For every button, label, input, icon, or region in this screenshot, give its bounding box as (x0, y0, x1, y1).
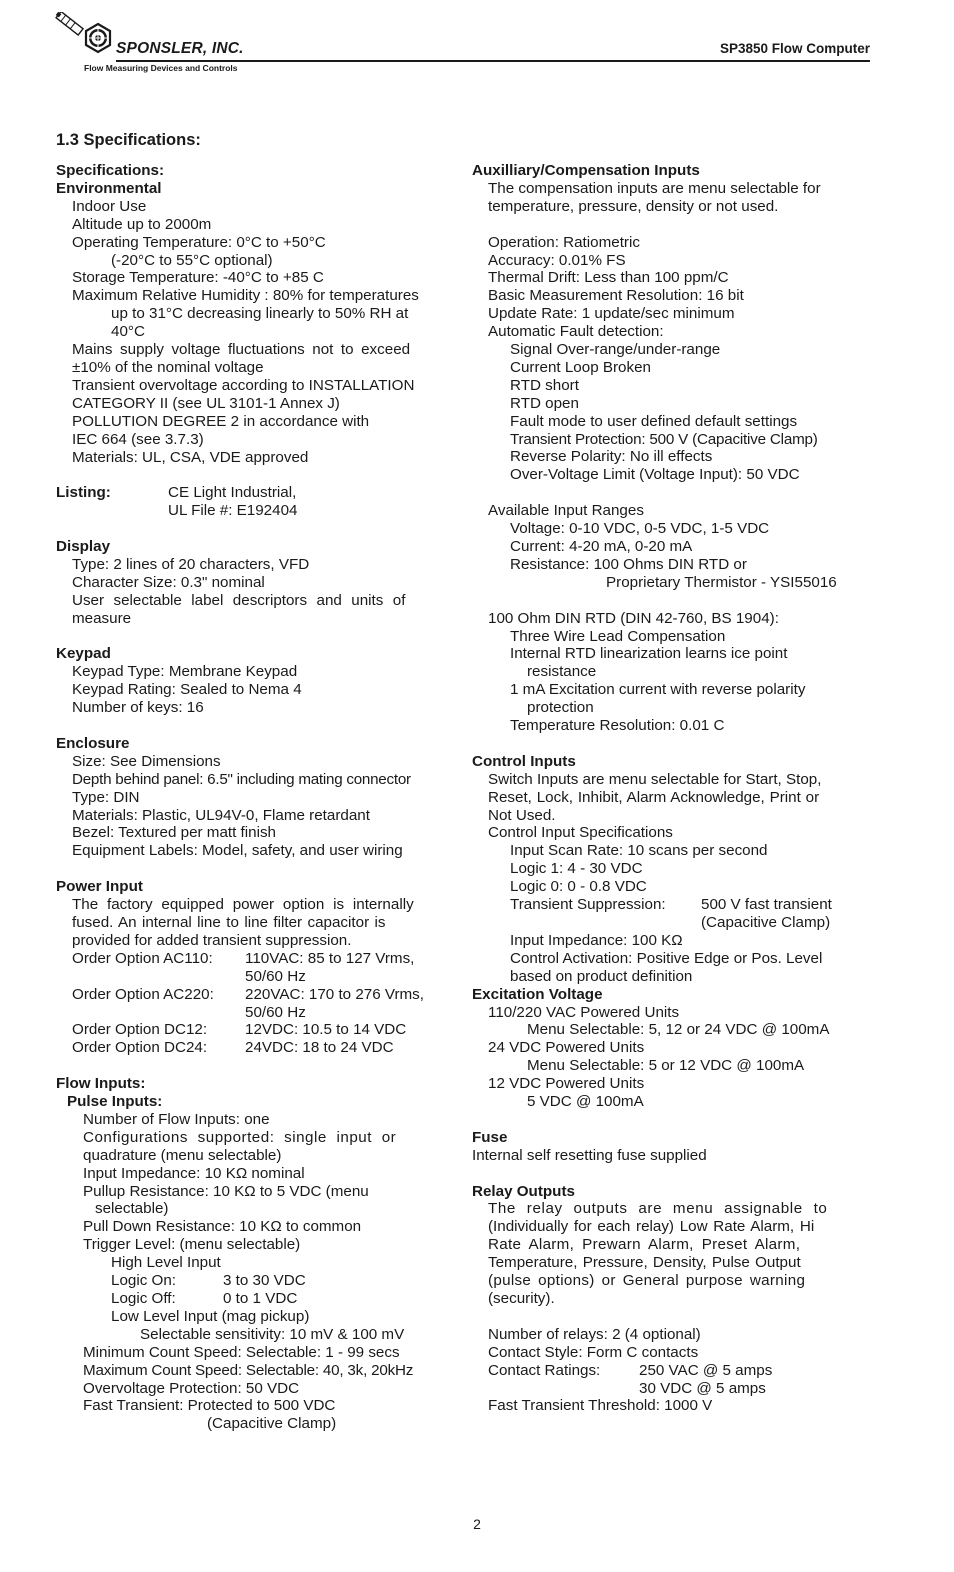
spec-line: The factory equipped power option is internally (72, 896, 414, 914)
company-tagline: Flow Measuring Devices and Controls (84, 63, 238, 73)
spec-value: 30 VDC @ 5 amps (639, 1379, 766, 1397)
spec-line: Pull Down Resistance: 10 KΩ to common (83, 1218, 362, 1236)
spec-line: Depth behind panel: 6.5" including mating connector (72, 770, 411, 788)
spec-line: Materials: Plastic, UL94V-0, Flame retardant (72, 806, 370, 824)
spec-line: Control Activation: Positive Edge or Pos. Level (510, 949, 823, 967)
spec-line: (pulse options) or General purpose warning (488, 1272, 806, 1290)
spec-line: Rate Alarm, Prewarn Alarm, Preset Alarm, (488, 1236, 801, 1254)
environmental-section (56, 180, 454, 467)
spec-line: Keypad Type: Membrane Keypad (72, 663, 298, 681)
spec-key: Order Option DC12: (72, 1021, 208, 1039)
spec-line: Trigger Level: (menu selectable) (83, 1236, 301, 1254)
spec-line: Operation: Ratiometric (488, 233, 640, 251)
page-number: 2 (473, 1516, 481, 1532)
spec-line: 40°C (111, 323, 145, 341)
spec-line: Menu Selectable: 5 or 12 VDC @ 100mA (527, 1057, 805, 1075)
sensor-logo-icon (54, 12, 118, 62)
spec-line: Input Impedance: 10 KΩ nominal (83, 1164, 305, 1182)
spec-line: (-20°C to 55°C optional) (111, 251, 273, 269)
spec-line: Internal self resetting fuse supplied (472, 1146, 707, 1164)
spec-line: temperature, pressure, density or not used. (488, 197, 779, 215)
spec-line: Materials: UL, CSA, VDE approved (72, 448, 309, 466)
spec-line: Character Size: 0.3" nominal (72, 573, 265, 591)
spec-value: 24VDC: 18 to 24 VDC (245, 1039, 394, 1057)
spec-line: based on product definition (510, 967, 693, 985)
spec-line: Current: 4-20 mA, 0-20 mA (510, 538, 693, 555)
spec-line: RTD short (510, 376, 579, 394)
spec-line: High Level Input (111, 1254, 221, 1272)
header-divider (116, 60, 870, 62)
spec-line: Overvoltage Protection: 50 VDC (83, 1379, 300, 1397)
product-title: SP3850 Flow Computer (719, 41, 870, 56)
listing-label: Listing: (56, 484, 111, 502)
spec-line: measure (72, 609, 132, 627)
spec-line: Not Used. (488, 806, 556, 824)
spec-line: Maximum Count Speed: Selectable: 40, 3k, 20kHz (83, 1361, 414, 1379)
spec-line: IEC 664 (see 3.7.3) (72, 430, 204, 448)
spec-line: Bezel: Textured per matt finish (72, 824, 277, 842)
spec-line: 1 mA Excitation current with reverse polarity (510, 681, 806, 699)
spec-line: Automatic Fault detection: (488, 323, 664, 341)
spec-line: Available Input Ranges (488, 502, 644, 520)
spec-line: (Individually for each relay) Low Rate Alarm, Hi (488, 1218, 815, 1236)
spec-line: Control Input Specifications (488, 824, 673, 842)
spec-line: Signal Over-range/under-range (510, 341, 721, 359)
spec-line: Logic 1: 4 - 30 VDC (510, 860, 643, 878)
company-logo (54, 12, 314, 76)
spec-line: Type: 2 lines of 20 characters, VFD (72, 555, 310, 573)
spec-line: Input Impedance: 100 KΩ (510, 931, 683, 949)
spec-value: (Capacitive Clamp) (701, 914, 831, 931)
spec-line: 24 VDC Powered Units (488, 1039, 645, 1057)
spec-line: Maximum Relative Humidity : 80% for temperatures (72, 287, 419, 305)
spec-line: Configurations supported: single input or (83, 1128, 397, 1146)
spec-line: Number of Flow Inputs: one (83, 1110, 270, 1128)
spec-line: 100 Ohm DIN RTD (DIN 42-760, BS 1904): (488, 609, 779, 627)
spec-line: Temperature Resolution: 0.01 C (510, 717, 725, 735)
fuse-heading: Fuse (472, 1128, 508, 1146)
spec-line: protection (527, 699, 594, 717)
spec-line: The compensation inputs are menu selectable for (488, 179, 821, 197)
spec-line: fused. An internal line to line filter capacitor is (72, 913, 386, 931)
spec-line: CATEGORY II (see UL 3101-1 Annex J) (72, 394, 340, 412)
spec-line: Internal RTD linearization learns ice point (510, 645, 788, 663)
spec-value: 3 to 30 VDC (223, 1272, 306, 1290)
spec-line: CE Light Industrial, (168, 484, 297, 502)
spec-line: selectable) (95, 1200, 169, 1218)
spec-line: Reset, Lock, Inhibit, Alarm Acknowledge, Print or (488, 788, 820, 806)
spec-line: ±10% of the nominal voltage (72, 358, 264, 376)
spec-value: 0 to 1 VDC (223, 1290, 298, 1307)
spec-line: Fast Transient Threshold: 1000 V (488, 1397, 713, 1415)
excitation-section (472, 986, 870, 1111)
spec-key: Logic Off: (111, 1290, 176, 1307)
spec-line: Logic 0: 0 - 0.8 VDC (510, 878, 647, 896)
spec-key: Order Option AC110: (72, 949, 213, 967)
spec-line: Altitude up to 2000m (72, 215, 212, 233)
spec-line: Mains supply voltage fluctuations not to exceed (72, 341, 411, 359)
power-section (56, 878, 454, 1057)
spec-line: Input Scan Rate: 10 scans per second (510, 842, 768, 860)
spec-line: Keypad Rating: Sealed to Nema 4 (72, 681, 302, 699)
spec-line: Low Level Input (mag pickup) (111, 1307, 310, 1325)
spec-line: 5 VDC @ 100mA (527, 1093, 644, 1111)
spec-line: Resistance: 100 Ohms DIN RTD or (510, 555, 747, 573)
spec-line: Selectable sensitivity: 10 mV & 100 mV (140, 1325, 405, 1343)
fuse-section (472, 1129, 870, 1165)
spec-line: Reverse Polarity: No ill effects (510, 448, 713, 466)
keypad-section (56, 645, 454, 717)
spec-line: Operating Temperature: 0°C to +50°C (72, 233, 326, 251)
spec-line: Number of keys: 16 (72, 699, 204, 717)
listing-section (56, 484, 454, 520)
spec-line: Update Rate: 1 update/sec minimum (488, 305, 735, 323)
spec-key: Contact Ratings: (488, 1361, 601, 1379)
spec-line: Contact Style: Form C contacts (488, 1343, 699, 1361)
spec-line: Number of relays: 2 (4 optional) (488, 1325, 701, 1343)
spec-line: RTD open (510, 394, 579, 412)
spec-line: (security). (488, 1290, 555, 1307)
flow-inputs-heading: Flow Inputs: (56, 1075, 146, 1093)
spec-line: up to 31°C decreasing linearly to 50% RH at (111, 305, 409, 323)
spec-line: 12 VDC Powered Units (488, 1075, 645, 1093)
enclosure-section (56, 735, 454, 860)
spec-key: Order Option AC220: (72, 985, 214, 1003)
spec-line: UL File #: E192404 (168, 502, 298, 520)
spec-line: Fast Transient: Protected to 500 VDC (83, 1397, 336, 1415)
spec-line: The relay outputs are menu assignable to (488, 1200, 828, 1218)
spec-line: Over-Voltage Limit (Voltage Input): 50 VDC (510, 466, 800, 484)
spec-line: Menu Selectable: 5, 12 or 24 VDC @ 100mA (527, 1021, 830, 1039)
display-section (56, 538, 454, 628)
display-heading: Display (56, 538, 111, 555)
spec-value: 250 VAC @ 5 amps (639, 1361, 773, 1379)
spec-value: 50/60 Hz (245, 967, 306, 985)
spec-value: 220VAC: 170 to 276 Vrms, (245, 985, 424, 1003)
spec-key: Logic On: (111, 1272, 177, 1290)
relay-outputs-heading: Relay Outputs (472, 1182, 575, 1200)
control-inputs-heading: Control Inputs (472, 752, 576, 770)
spec-line: POLLUTION DEGREE 2 in accordance with (72, 412, 370, 430)
spec-line: Fault mode to user defined default settings (510, 412, 798, 430)
aux-inputs-heading: Auxilliary/Compensation Inputs (472, 162, 700, 179)
spec-line: 110/220 VAC Powered Units (488, 1003, 680, 1021)
right-column (472, 162, 870, 1415)
spec-line: Indoor Use (72, 197, 147, 215)
aux-inputs-section (472, 162, 870, 735)
spec-value: 110VAC: 85 to 127 Vrms, (245, 949, 415, 967)
keypad-heading: Keypad (56, 645, 111, 663)
spec-line: Three Wire Lead Compensation (510, 627, 726, 645)
spec-line: Proprietary Thermistor - YSI55016 (606, 573, 837, 591)
control-inputs-section (472, 753, 870, 986)
spec-line: Temperature, Pressure, Density, Pulse Output (488, 1254, 801, 1272)
relay-outputs-section (472, 1183, 870, 1416)
spec-line: Basic Measurement Resolution: 16 bit (488, 287, 744, 305)
page-header (54, 12, 870, 76)
spec-key: Order Option DC24: (72, 1039, 208, 1057)
specs-heading: Specifications: (56, 162, 165, 179)
left-column (56, 162, 454, 1433)
excitation-heading: Excitation Voltage (472, 985, 603, 1003)
spec-line: Transient Protection: 500 V (Capacitive Clamp) (510, 430, 818, 448)
pulse-inputs-heading: Pulse Inputs: (67, 1093, 163, 1111)
spec-value: 50/60 Hz (245, 1003, 306, 1021)
spec-line: Type: DIN (72, 788, 140, 806)
spec-line: Accuracy: 0.01% FS (488, 251, 626, 269)
spec-value: 12VDC: 10.5 to 14 VDC (245, 1021, 407, 1039)
spec-line: User selectable label descriptors and units of (72, 591, 406, 609)
company-name: SPONSLER, INC. (116, 40, 244, 57)
spec-line: Storage Temperature: -40°C to +85 C (72, 269, 324, 287)
spec-value: 500 V fast transient (701, 896, 832, 914)
spec-line: Voltage: 0-10 VDC, 0-5 VDC, 1-5 VDC (510, 520, 770, 538)
spec-line: quadrature (menu selectable) (83, 1146, 282, 1164)
spec-line: provided for added transient suppression. (72, 931, 352, 949)
spec-line: Minimum Count Speed: Selectable: 1 - 99 secs (83, 1343, 400, 1361)
section-title: 1.3 Specifications: (56, 131, 201, 149)
spec-line: (Capacitive Clamp) (207, 1415, 337, 1433)
spec-line: Current Loop Broken (510, 358, 651, 376)
spec-line: Size: See Dimensions (72, 752, 221, 770)
environmental-heading: Environmental (56, 179, 162, 197)
spec-line: Pullup Resistance: 10 KΩ to 5 VDC (menu (83, 1182, 369, 1200)
power-heading: Power Input (56, 878, 143, 896)
spec-key: Transient Suppression: (510, 896, 666, 914)
spec-line: resistance (527, 663, 597, 681)
flow-inputs-section (56, 1075, 454, 1433)
enclosure-heading: Enclosure (56, 734, 130, 752)
spec-line: Switch Inputs are menu selectable for Start, Stop, (488, 770, 822, 788)
spec-line: Transient overvoltage according to INSTALLATION (72, 376, 415, 394)
spec-line: Equipment Labels: Model, safety, and user wiring (72, 842, 403, 860)
spec-line: Thermal Drift: Less than 100 ppm/C (488, 269, 729, 287)
